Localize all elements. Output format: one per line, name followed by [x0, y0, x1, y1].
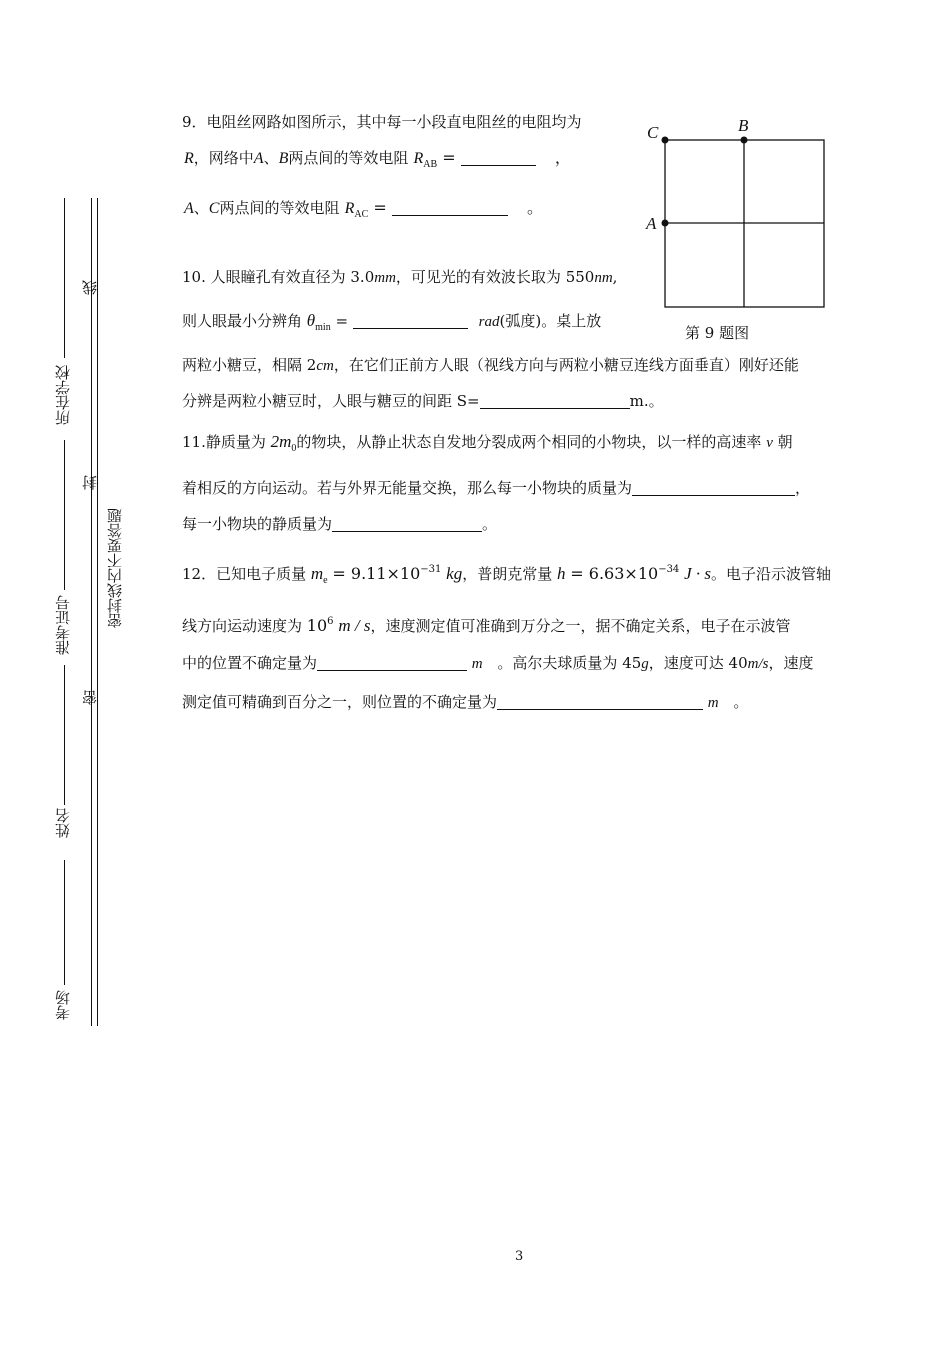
q12-line-2	[182, 612, 790, 636]
q10-theta: $\theta_{min}$	[306, 311, 331, 333]
q9-answer-rac[interactable]	[392, 201, 508, 216]
q9-answer-rab[interactable]	[461, 151, 536, 166]
q10-text: (弧度)。桌上放	[499, 312, 602, 330]
q9-text: 两点间的等效电阻	[288, 149, 409, 167]
q11-text: 朝	[777, 433, 793, 451]
q12-velocity: $10^6$	[306, 616, 334, 635]
q11-text: 。	[482, 515, 498, 533]
q10-line-3	[182, 355, 799, 376]
q11-text: 每一小物块的静质量为	[182, 515, 333, 533]
q9-b: B	[278, 150, 289, 167]
q9-a: A	[184, 200, 194, 217]
q12-text: ，速度测定值可准确到万分之一，据不确定关系，电子在示波管	[370, 617, 791, 635]
q9-c: C	[208, 200, 220, 217]
q10-text: 10. 人眼瞳孔有效直径为 3.0	[182, 268, 375, 286]
q9-rab: $R_{AB}$	[413, 150, 438, 170]
q10-eq: =	[335, 312, 349, 330]
seal-char-xian: 线	[81, 280, 99, 295]
q12-h-value: = $6.63\times 10^{-34}$	[570, 564, 680, 583]
q12-me: $m_e$	[310, 564, 328, 586]
q9-rac: $R_{AC}$	[344, 200, 369, 220]
q10-unit-cm: cm	[316, 358, 334, 374]
q9-eq: =	[442, 148, 456, 167]
q10-text: ,	[612, 268, 618, 286]
binding-line-inner	[97, 198, 98, 1026]
q10-text: ，可见光的有效波长取为 550	[395, 268, 595, 286]
q11-text: 着相反的方向运动。若与外界无能量交换，那么每一小物块的质量为	[182, 479, 633, 497]
q10-unit-nm: nm	[594, 270, 613, 286]
q11-line-3	[182, 514, 497, 534]
q12-text: 中的位置不确定量为	[182, 654, 318, 672]
q10-unit-rad: rad	[478, 314, 500, 330]
q9-r: R	[184, 150, 194, 167]
q11-answer-mass[interactable]	[632, 481, 795, 496]
figure9-label-b: B	[738, 116, 749, 135]
q12-text: ，速度可达 40	[648, 654, 748, 672]
q10-text: 分辨是两粒小糖豆时，人眼与糖豆的间距 S=	[182, 392, 480, 410]
q11-line-2	[182, 478, 810, 498]
q12-unit-kg: kg	[446, 564, 463, 583]
q11-mass: $2m_0$	[270, 432, 297, 454]
school-underline	[64, 198, 65, 358]
ticket-underline	[64, 440, 65, 590]
seal-notice: 密封线内不要答题	[106, 508, 124, 628]
q12-unit-m: m	[471, 656, 483, 672]
figure9-label-a: A	[646, 214, 657, 233]
q11-v: v	[766, 435, 773, 451]
q12-text: 线方向运动速度为	[182, 617, 303, 635]
q9-text: ，网络中	[193, 149, 254, 167]
q12-h: h	[557, 564, 566, 583]
q9-line-3	[184, 198, 543, 225]
seal-char-mi: 密	[81, 690, 99, 705]
q9-eq: =	[373, 198, 387, 217]
seal-char-feng: 封	[81, 475, 99, 490]
q11-text: 11.静质量为	[182, 433, 266, 451]
q10-answer-theta[interactable]	[353, 314, 468, 329]
page-number: 3	[515, 1249, 524, 1264]
q12-unit-js: J · s	[684, 564, 711, 583]
q12-answer-golf[interactable]	[497, 695, 703, 710]
q12-text: 。电子沿示波管轴	[711, 565, 832, 583]
q10-text: 两粒小糖豆，相隔 2	[182, 356, 317, 374]
q12-text: ，普朗克常量	[462, 565, 553, 583]
q9-a: A	[253, 150, 264, 167]
q12-text: 。高尔夫球质量为 45	[497, 654, 642, 672]
q12-text: ，速度	[768, 654, 814, 672]
q12-unit-ms: m / s	[338, 616, 371, 635]
q9-line-2	[184, 148, 571, 175]
q10-text: ，在它们正前方人眼（视线方向与两粒小糖豆连线方面垂直）刚好还能	[333, 356, 799, 374]
q9-comma: ，	[554, 148, 571, 167]
q10-answer-distance[interactable]	[480, 394, 630, 409]
q10-line-4	[182, 391, 664, 411]
binding-line-outer	[91, 198, 92, 1026]
q9-text: 两点间的等效电阻	[219, 199, 340, 217]
q10-text: m.。	[629, 392, 664, 410]
school-label: 所在学校	[54, 365, 72, 425]
q11-text: 的物块，从静止状态自发地分裂成两个相同的小物块，以一样的高速率	[296, 433, 762, 451]
q12-line-1	[182, 560, 831, 591]
q12-text: 12．已知电子质量	[182, 565, 307, 583]
figure9-caption: 第 9 题图	[685, 324, 750, 342]
room-underline	[64, 860, 65, 985]
figure9-label-c: C	[647, 123, 659, 142]
q11-line-1	[182, 432, 793, 459]
q12-unit-g: g	[641, 656, 649, 672]
q9-text: 、	[263, 149, 279, 167]
q12-line-4	[182, 692, 748, 713]
q12-period: 。	[733, 693, 749, 711]
room-label: 考场	[54, 990, 72, 1020]
name-underline	[64, 665, 65, 805]
q9-line-1	[182, 112, 582, 132]
q12-unit-ms2: m/s	[747, 656, 769, 672]
q11-answer-rest-mass[interactable]	[332, 517, 482, 532]
q9-period: 。	[526, 198, 543, 217]
q12-line-3	[182, 653, 814, 674]
figure9-grid	[640, 115, 840, 315]
q10-line-1	[182, 267, 617, 288]
q10-line-2	[182, 311, 601, 338]
q12-unit-m: m	[707, 695, 719, 711]
q11-text: ，	[795, 479, 811, 497]
q12-answer-electron[interactable]	[317, 656, 467, 671]
ticket-label: 准考证号	[54, 595, 72, 655]
name-label: 姓名	[54, 808, 72, 838]
q10-text: 则人眼最小分辨角	[182, 312, 303, 330]
q12-me-value: = $9.11\times 10^{-31}$	[332, 564, 442, 583]
q10-unit-mm: mm	[374, 270, 396, 286]
q9-text: 、	[193, 199, 209, 217]
q9-text: 9．电阻丝网路如图所示，其中每一小段直电阻丝的电阻均为	[182, 113, 582, 131]
q12-text: 测定值可精确到百分之一，则位置的不确定量为	[182, 693, 498, 711]
